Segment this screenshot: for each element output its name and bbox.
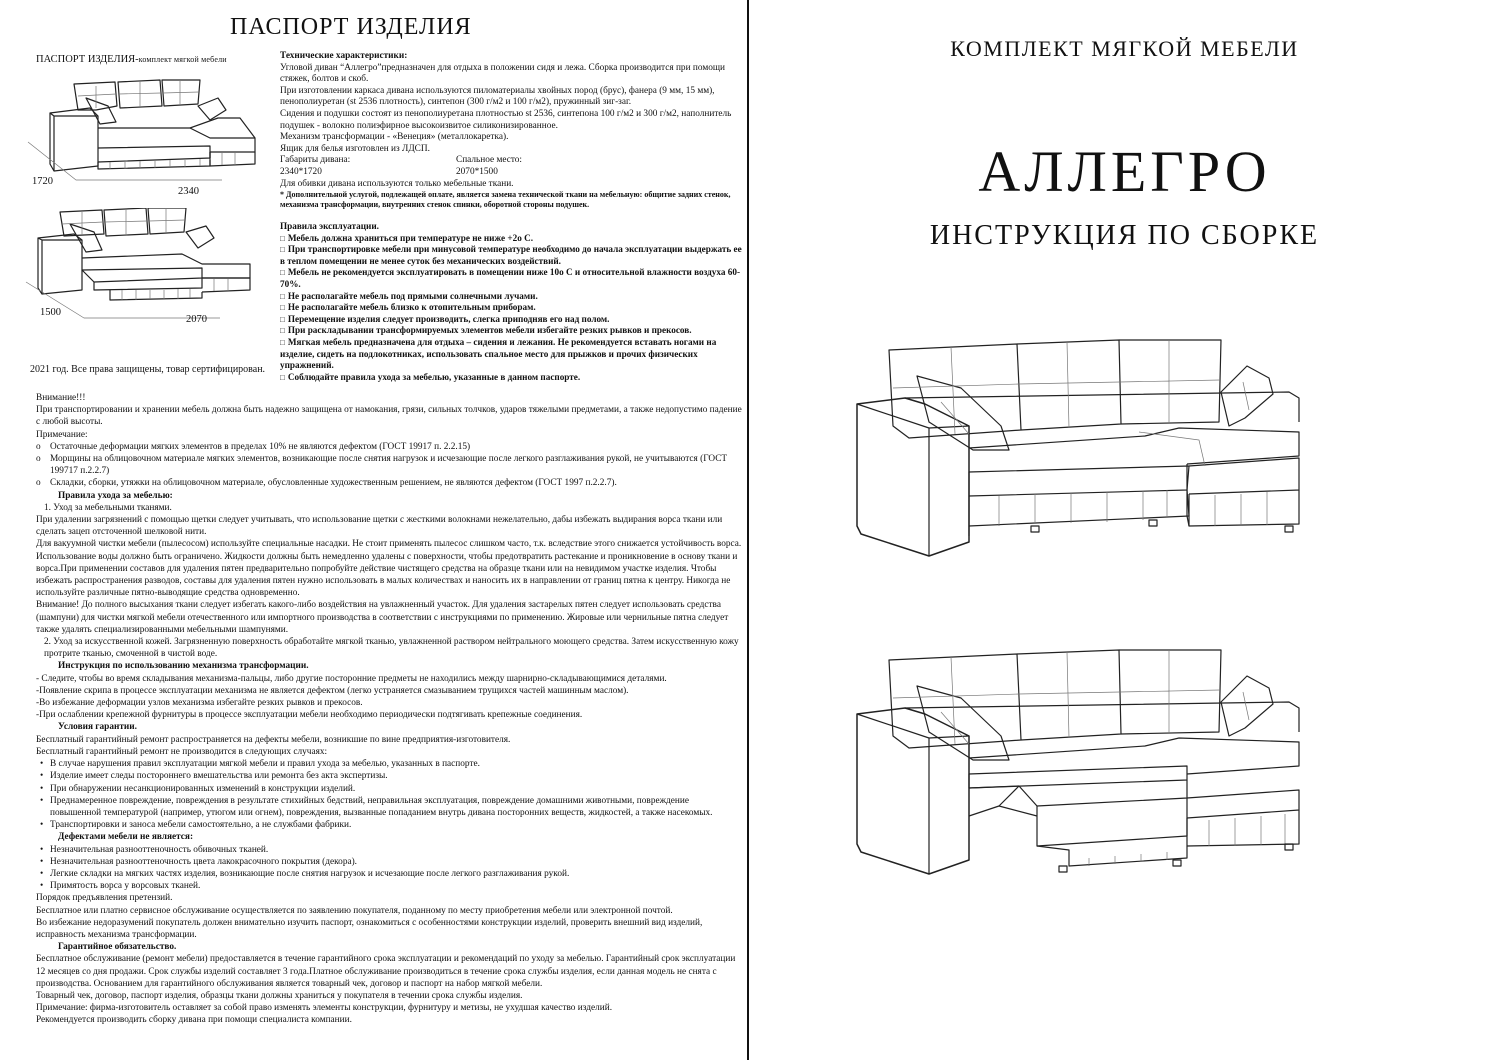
note-heading: Примечание: bbox=[36, 429, 88, 440]
sleep-area-value: 2070*1500 bbox=[456, 166, 498, 177]
warranty-item: • В случае нарушения правил эксплуатации мягкой мебели и правил ухода за мебелью, указанных в паспорте. bbox=[36, 758, 742, 770]
care-section-2: 2. Уход за искусственной кожей. Загрязненную поверхность обработайте мягкой тканью, увлажненной раствором нейтрального моющего средства. Затем искусственную кожу протрите тканью, смоченной в чистой воде. bbox=[44, 637, 739, 660]
care-text: Для вакуумной чистки мебели (пылесосом) используйте специальные насадки. Не стоит применять пылесос слишком часто, т.к. вследствие этого снижается устойчивость ворса. Использование воды должно быть ограничено. Жидкости должны быть немедленно удалены с поверхности, чтобы предотвратить растекание и проникновение в основу ткани и ворса.При применении составов для удаления пятен предварительно попробуйте действие чистящего средства на образце ткани или на невидимом участке изделия. Чтобы избежать распространения разводов, составы для удаления пятен нужно использовать в малых количествах и наносить их в направлении от границ пятна к центру. Никогда не используйте различные пятно-выводящие средства одновременно. bbox=[36, 539, 742, 599]
dimensions-row bbox=[280, 155, 738, 167]
note-item: o Складки, сборки, утяжки на облицовочном материале, обусловленные художественным решением, не являются дефектом (ГОСТ 1997 п.2.2.7). bbox=[36, 477, 742, 489]
claims-text: Во избежание недоразумений покупатель должен внимательно изучить паспорт, ознакомиться с особенностями конструкции изделий, проверить внешний вид изделий, исправность механизма трансформации. bbox=[36, 917, 703, 940]
defect-item: • Незначительная разнооттеночность цвета лакокрасочного покрытия (декора). bbox=[36, 856, 742, 868]
warranty-item: • Преднамеренное повреждение, повреждения в результате стихийных бедствий, неправильная эксплуатация, повреждение домашними животными, повреждение повышенной температурой (например, утюгом или огнем), повреждения, вызванные попаданием внутрь дивана посторонних веществ, жидкостей, а также насекомых. bbox=[36, 795, 742, 819]
warranty-heading: Условия гарантии. bbox=[58, 722, 137, 733]
passport-subtitle: ПАСПОРТ ИЗДЕЛИЯ-комплект мягкой мебели bbox=[36, 54, 227, 65]
passport-title: ПАСПОРТ ИЗДЕЛИЯ bbox=[230, 14, 472, 40]
warranty-text: Бесплатный гарантийный ремонт не производится в следующих случаях: bbox=[36, 746, 328, 757]
claims-heading: Порядок предъявления претензий. bbox=[36, 893, 173, 904]
claims-text: Бесплатное или платно сервисное обслуживание осуществляется по заявлению покупателя, поданному по месту приобретения мебели или электронной почтой. bbox=[36, 905, 673, 916]
overall-dims-label: Габариты дивана: bbox=[280, 155, 351, 166]
dimension-depth-1: 1720 bbox=[32, 176, 53, 187]
rules-heading: Правила эксплуатации. bbox=[280, 221, 379, 231]
tech-line: Ящик для белья изготовлен из ЛДСП. bbox=[280, 143, 430, 154]
rule-item: □ При раскладывании трансформируемых элементов мебели избегайте резких рывков и прекосов. bbox=[280, 325, 742, 337]
guarantee-text: Товарный чек, договор, паспорт изделия, образцы ткани должны храниться у покупателя в течении срока службы изделия. bbox=[36, 990, 523, 1001]
warranty-item: • При обнаружении несанкционированных изменений в конструкции изделий. bbox=[36, 783, 742, 795]
overall-dims-value: 2340*1720 bbox=[280, 166, 322, 177]
note-item: o Остаточные деформации мягких элементов в пределах 10% не являются дефектом (ГОСТ 19917 п. 2.2.15) bbox=[36, 441, 742, 453]
mechanism-item: -При ослаблении крепежной фурнитуры в процессе эксплуатации мебели необходимо периодически подтягивать крепежные соединения. bbox=[36, 710, 583, 721]
tech-line: При изготовлении каркаса дивана используются пиломатериалы хвойных пород (брус), фанера (9 мм, 15 мм), пенополиуретан (st 2536 плотность), синтепон (300 г/м2 и 100 г/м2), пружинный зиг-заг. bbox=[280, 85, 715, 108]
guarantee-text: Рекомендуется производить сборку дивана при помощи специалиста компании. bbox=[36, 1015, 352, 1026]
mechanism-item: -Во избежание деформации узлов механизма избегайте резких рывков и прекосов. bbox=[36, 698, 363, 709]
dimension-width-2: 2070 bbox=[186, 314, 207, 325]
rule-item: □ Перемещение изделия следует производить, слегка приподняв его над полом. bbox=[280, 314, 742, 326]
defect-item: • Примятость ворса у ворсовых тканей. bbox=[36, 880, 742, 892]
tech-line: Сидения и подушки состоят из пенополиуретана плотностью st 2536, синтепона 100 г/м2 и 300 г/м2, наполнитель подушек - волокно полиэфирное высокоизвитое силиконизированное. bbox=[280, 108, 732, 131]
rule-item: □ Не располагайте мебель под прямыми солнечными лучами. bbox=[280, 291, 742, 303]
cover-set-title: КОМПЛЕКТ МЯГКОЙ МЕБЕЛИ bbox=[950, 36, 1299, 61]
rule-item: □ Не располагайте мебель близко к отопительным приборам. bbox=[280, 302, 742, 314]
guarantee-text: Примечание: фирма-изготовитель оставляет за собой право изменять элементы конструкции, фурнитуру и метизы, не ухудшая качество изделий. bbox=[36, 1003, 613, 1014]
warranty-item: • Транспортировки и заноса мебели самостоятельно, а не службами фабрики. bbox=[36, 819, 742, 831]
passport-body bbox=[36, 392, 742, 1027]
extra-service-note: * Дополнительной услугой, подлежащей оплате, является замена технической ткани на мебельную: общитие задних стенок, механизма трансформации, внутренних стенок спинки, оборотной стороны подушек. bbox=[280, 190, 731, 210]
dimensions-values-row bbox=[280, 167, 738, 179]
defects-heading: Дефектами мебели не является: bbox=[58, 832, 194, 843]
tech-specs-heading: Технические характеристики: bbox=[280, 51, 408, 61]
cover-instruction-title: ИНСТРУКЦИЯ ПО СБОРКЕ bbox=[929, 220, 1320, 251]
guarantee-heading: Гарантийное обязательство. bbox=[58, 942, 177, 953]
passport-page bbox=[0, 0, 748, 1060]
tech-specs bbox=[280, 51, 738, 210]
cover-model-name: АЛЛЕГРО bbox=[978, 139, 1271, 204]
mechanism-heading: Инструкция по использованию механизма трансформации. bbox=[58, 661, 309, 672]
tech-line: Угловой диван “Аллегро”предназначен для отдыха в положении сидя и лежа. Сборка производится при помощи стяжек, болтов и скоб. bbox=[280, 62, 725, 85]
rule-item: □ Мягкая мебель предназначена для отдыха – сидения и лежания. Не рекомендуется вставать ногами на изделие, сидеть на подлокотниках, использовать спальное место для прыжков и прочих физических упражнений. bbox=[280, 337, 742, 372]
mechanism-item: - Следите, чтобы во время складывания механизма-пальцы, либо другие посторонние предметы не находились между шарнирно-складывающимися деталями. bbox=[36, 673, 667, 684]
guarantee-text: Бесплатное обслуживание (ремонт мебели) предоставляется в течение гарантийного срока эксплуатации и рекомендаций по уходу за мебелью. Гарантийный срок эксплуатации 12 месяцев со дня продажи. Срок службы изделий составляет 3 года.Платное обслуживание производиться в течение срока службы изделия, если данная модель не снята с производства. Основанием для гарантийного обслуживания является товарный чек, договор и паспорт на набор мягкой мебели. bbox=[36, 954, 736, 989]
operation-rules bbox=[280, 221, 742, 383]
fabric-note: Для обивки дивана используются только мебельные ткани. bbox=[280, 178, 514, 189]
mechanism-item: -Появление скрипа в процессе эксплуатации механизма не является дефектом (легко устраняется смазыванием трущихся частей машинным маслом). bbox=[36, 685, 629, 696]
care-heading: Правила ухода за мебелью: bbox=[58, 490, 173, 501]
rule-item: □ Мебель не рекомендуется эксплуатировать в помещении ниже 10о С и относительной влажности воздуха 60-70%. bbox=[280, 267, 742, 290]
rule-item: □ Мебель должна храниться при температуре не ниже +2о С. bbox=[280, 233, 742, 245]
dimension-width-1: 2340 bbox=[178, 186, 199, 197]
note-item: o Морщины на облицовочном материале мягких элементов, возникающие после снятия нагрузок и исчезающие после легкого разглаживания рукой, не учитываются (ГОСТ 199717 п.2.2.7) bbox=[36, 453, 742, 477]
cover-page bbox=[749, 0, 1500, 1060]
care-section-1: 1. Уход за мебельными тканями. bbox=[44, 502, 172, 513]
sofa-illustration-unfolded bbox=[849, 640, 1329, 890]
sleep-area-label: Спальное место: bbox=[456, 155, 522, 166]
attention-heading: Внимание!!! bbox=[36, 393, 86, 403]
rule-item: □ Соблюдайте правила ухода за мебелью, указанные в данном паспорте. bbox=[280, 372, 742, 384]
rule-item: □ При транспортировке мебели при минусовой температуре необходимо до начала эксплуатации выдержать ее в теплом помещении не менее суток без механических воздействий. bbox=[280, 244, 742, 267]
tech-line: Механизм трансформации - «Венеция» (металлокаретка). bbox=[280, 132, 509, 143]
sofa-illustration-assembled bbox=[849, 330, 1329, 562]
defect-item: • Легкие складки на мягких частях изделия, возникающие после снятия нагрузок и исчезающие после легкого разглаживания рукой. bbox=[36, 868, 742, 880]
dimension-depth-2: 1500 bbox=[40, 307, 61, 318]
care-text: При удалении загрязнений с помощью щетки следует учитывать, что использование щетки с жесткими волокнами нежелательно, дабы избежать выдирания ворса ткани или сделать зацеп отсточенной шелковой нити. bbox=[36, 515, 723, 538]
defect-item: • Незначительная разнооттеночность обивочных тканей. bbox=[36, 844, 742, 856]
warranty-item: • Изделие имеет следы постороннего вмешательства или ремонта без акта экспертизы. bbox=[36, 770, 742, 782]
attention-text: При транспортировании и хранении мебель должна быть надежно защищена от намокания, грязи, сильных толчков, ударов тяжелыми предметами, а также недопустимо падение с любой высоты. bbox=[36, 405, 742, 428]
warranty-text: Бесплатный гарантийный ремонт распространяется на дефекты мебели, возникшие по вине предприятия-изготовителя. bbox=[36, 734, 511, 745]
copyright-text: 2021 год. Все права защищены, товар сертифицирован. bbox=[30, 364, 266, 375]
care-text: Внимание! До полного высыхания ткани следует избегать какого-либо воздействия на увлажненный участок. Для удаления застарелых пятен следует использовать средства (шампуни) для чистки мягкой мебели отечественного или импортного производства в соответствии с инструкциями по применению. Жировые или чернильные пятна следует также удалять специализированными мебельными шампунями. bbox=[36, 600, 729, 635]
